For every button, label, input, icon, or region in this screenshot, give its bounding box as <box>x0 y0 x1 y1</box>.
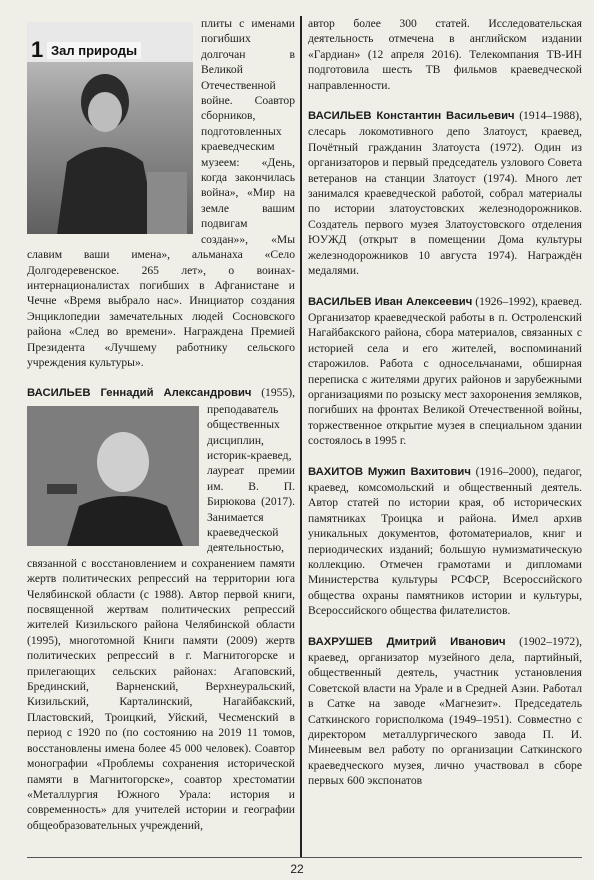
entry-vasilyev-konstantin <box>308 108 582 278</box>
entry-vasilyev-ivan <box>308 294 582 449</box>
entry-text: (1955), преподаватель общественных дисциплин, историк-краевед, лауреат премии им. В. П. Бирюкова (2017). Занимается краеведческой деятельностью, связанной с восстановлением и сохранением памяти жертв политических репрессий на территории юга Челябинской области (с 1988). Автор первой книги, посвященной жертвам политических репрессий жителей Кизильского района Челябинской области (1995), многотомной Книги памяти (2009) жертв политических репрессий в г. Магнитогорске и прилегающих сельских районах: Агаповский, Брединский, Варненский, Верхнеуральский, Кизильский, Карталинский, Нагайбакский, Пластовский, Троицкий, Уйский, Чесменский в период с 1920 по (по состоянию на 2019 11 томов, восстановлены имена более 45 000 человек). Соавтор монографии «Проблемы сохранения исторической памяти в Магнитогорске», соавтор хрестоматии «Металлургия Южного Урала: история и современность» для учителей истории и географии общеобразовательных учреждений, <box>27 386 295 832</box>
entry-name: ВАХИТОВ Мужип Вахитович <box>308 465 471 478</box>
entry-vasilyev-gennady <box>27 385 295 833</box>
column-divider <box>300 16 302 858</box>
entry-vakhitov-muzhip <box>308 464 582 619</box>
page-number: 22 <box>290 862 304 876</box>
entry-name: ВАСИЛЬЕВ Иван Алексеевич <box>308 295 473 308</box>
left-column <box>27 16 295 848</box>
entry-text: (1914–1988), слесарь локомотивного депо Златоуст, краевед, Почётный гражданин Златоуста (1972). Один из организаторов и первый председатель узлового Совета ветеранов на станции Златоуст (1974). Много лет занимался краеведческой работой, собрал материалы по истории златоустовских железнодорожников. Создатель первого музея Златоустовского отделения ЮУЖД (открыт в помещении Дома культуры железнодорожников 10 августа 1974). Награждён медалями. <box>308 109 582 278</box>
portrait-man-illustration <box>27 406 199 546</box>
photo-sign-label: Зал природы <box>47 42 141 59</box>
entry-name: ВАСИЛЬЕВ Константин Васильевич <box>308 110 515 123</box>
entry-name: ВАХРУШЕВ Дмитрий Иванович <box>308 635 506 648</box>
entry-vasilyev-gennady-continued <box>308 16 582 93</box>
entry-text: (1916–2000), педагог, краевед, комсомольский и общественный деятель. Автор статей по истории края, об исторических памятниках Троицка и района. Имел архив уникальных документов, фотоматериалов, книг и периодических изданий; большую нумизматическую коллекцию. Отмечен грамотами и дипломами Министерства культуры РСФСР, Всероссийского общества охраны памятников истории и культуры, Всероссийского общества филателистов. <box>308 464 582 618</box>
right-column <box>308 16 582 804</box>
entry-text: плиты с именами погибших долгочан в Великой Отечественной войне. Соавтор сборников, подготовленных краеведческим музеем: «День, когда закончилась война», «Мир на земле вашим подвигам создан»», «Мы славим ваши имена», альманаха «Село Долгодеревенское. 265 лет», о воинах-интернационалистах погибших в Афганистане и Чечне «Время выбрало нас». Инициатор создания Энциклопедии замечательных людей Сосновского района «След во времени». Награждена Премией Президента «Лучшему работнику сельского учреждения культуры». <box>27 17 295 369</box>
entry-vakhrushev-dmitry <box>308 634 582 789</box>
entry-text: (1902–1972), краевед, организатор музейного дела, партийный, общественный деятель, участник установления Советской власти на Урале и в Средней Азии. Работал в Сатке на заводе «Магнезит». Председатель Саткинского горисполкома (1949–1951). Совместно с директором металлургического завода П. И. Минеевым вел работу по организации Саткинского краеведческого музея, лично участвовал в сборе первых 600 экспонатов <box>308 634 582 788</box>
entry-text: автор более 300 статей. Исследовательская деятельность отмечена в английском издании «Гардиан» (12 апреля 2016). Телекомпания ТВ-ИН подготовила шесть ТВ фильмов краеведческой направленности. <box>308 17 582 92</box>
photo-sign-number: 1 <box>31 37 44 62</box>
footer-rule <box>27 857 582 858</box>
portrait-photo-woman <box>27 22 193 234</box>
entry-text: (1926–1992), краевед. Организатор краеведческой работы в п. Остроленский Нагайбакского района, сбора материалов, связанных с историей села и его жителей, воспоминаний старожилов. Работа с односельчанами, обширная переписка с жителями других районов и зарубежными организациями по розыску мест захоронения земляков, погибших на фронтах Великой Отечественной войны, торжественное открытие музея в специальном здании состоялось в 1995 г. <box>308 294 582 448</box>
portrait-photo-man <box>27 406 199 546</box>
entry-continuation <box>27 16 295 370</box>
entry-name: ВАСИЛЬЕВ Геннадий Александрович <box>27 387 252 400</box>
